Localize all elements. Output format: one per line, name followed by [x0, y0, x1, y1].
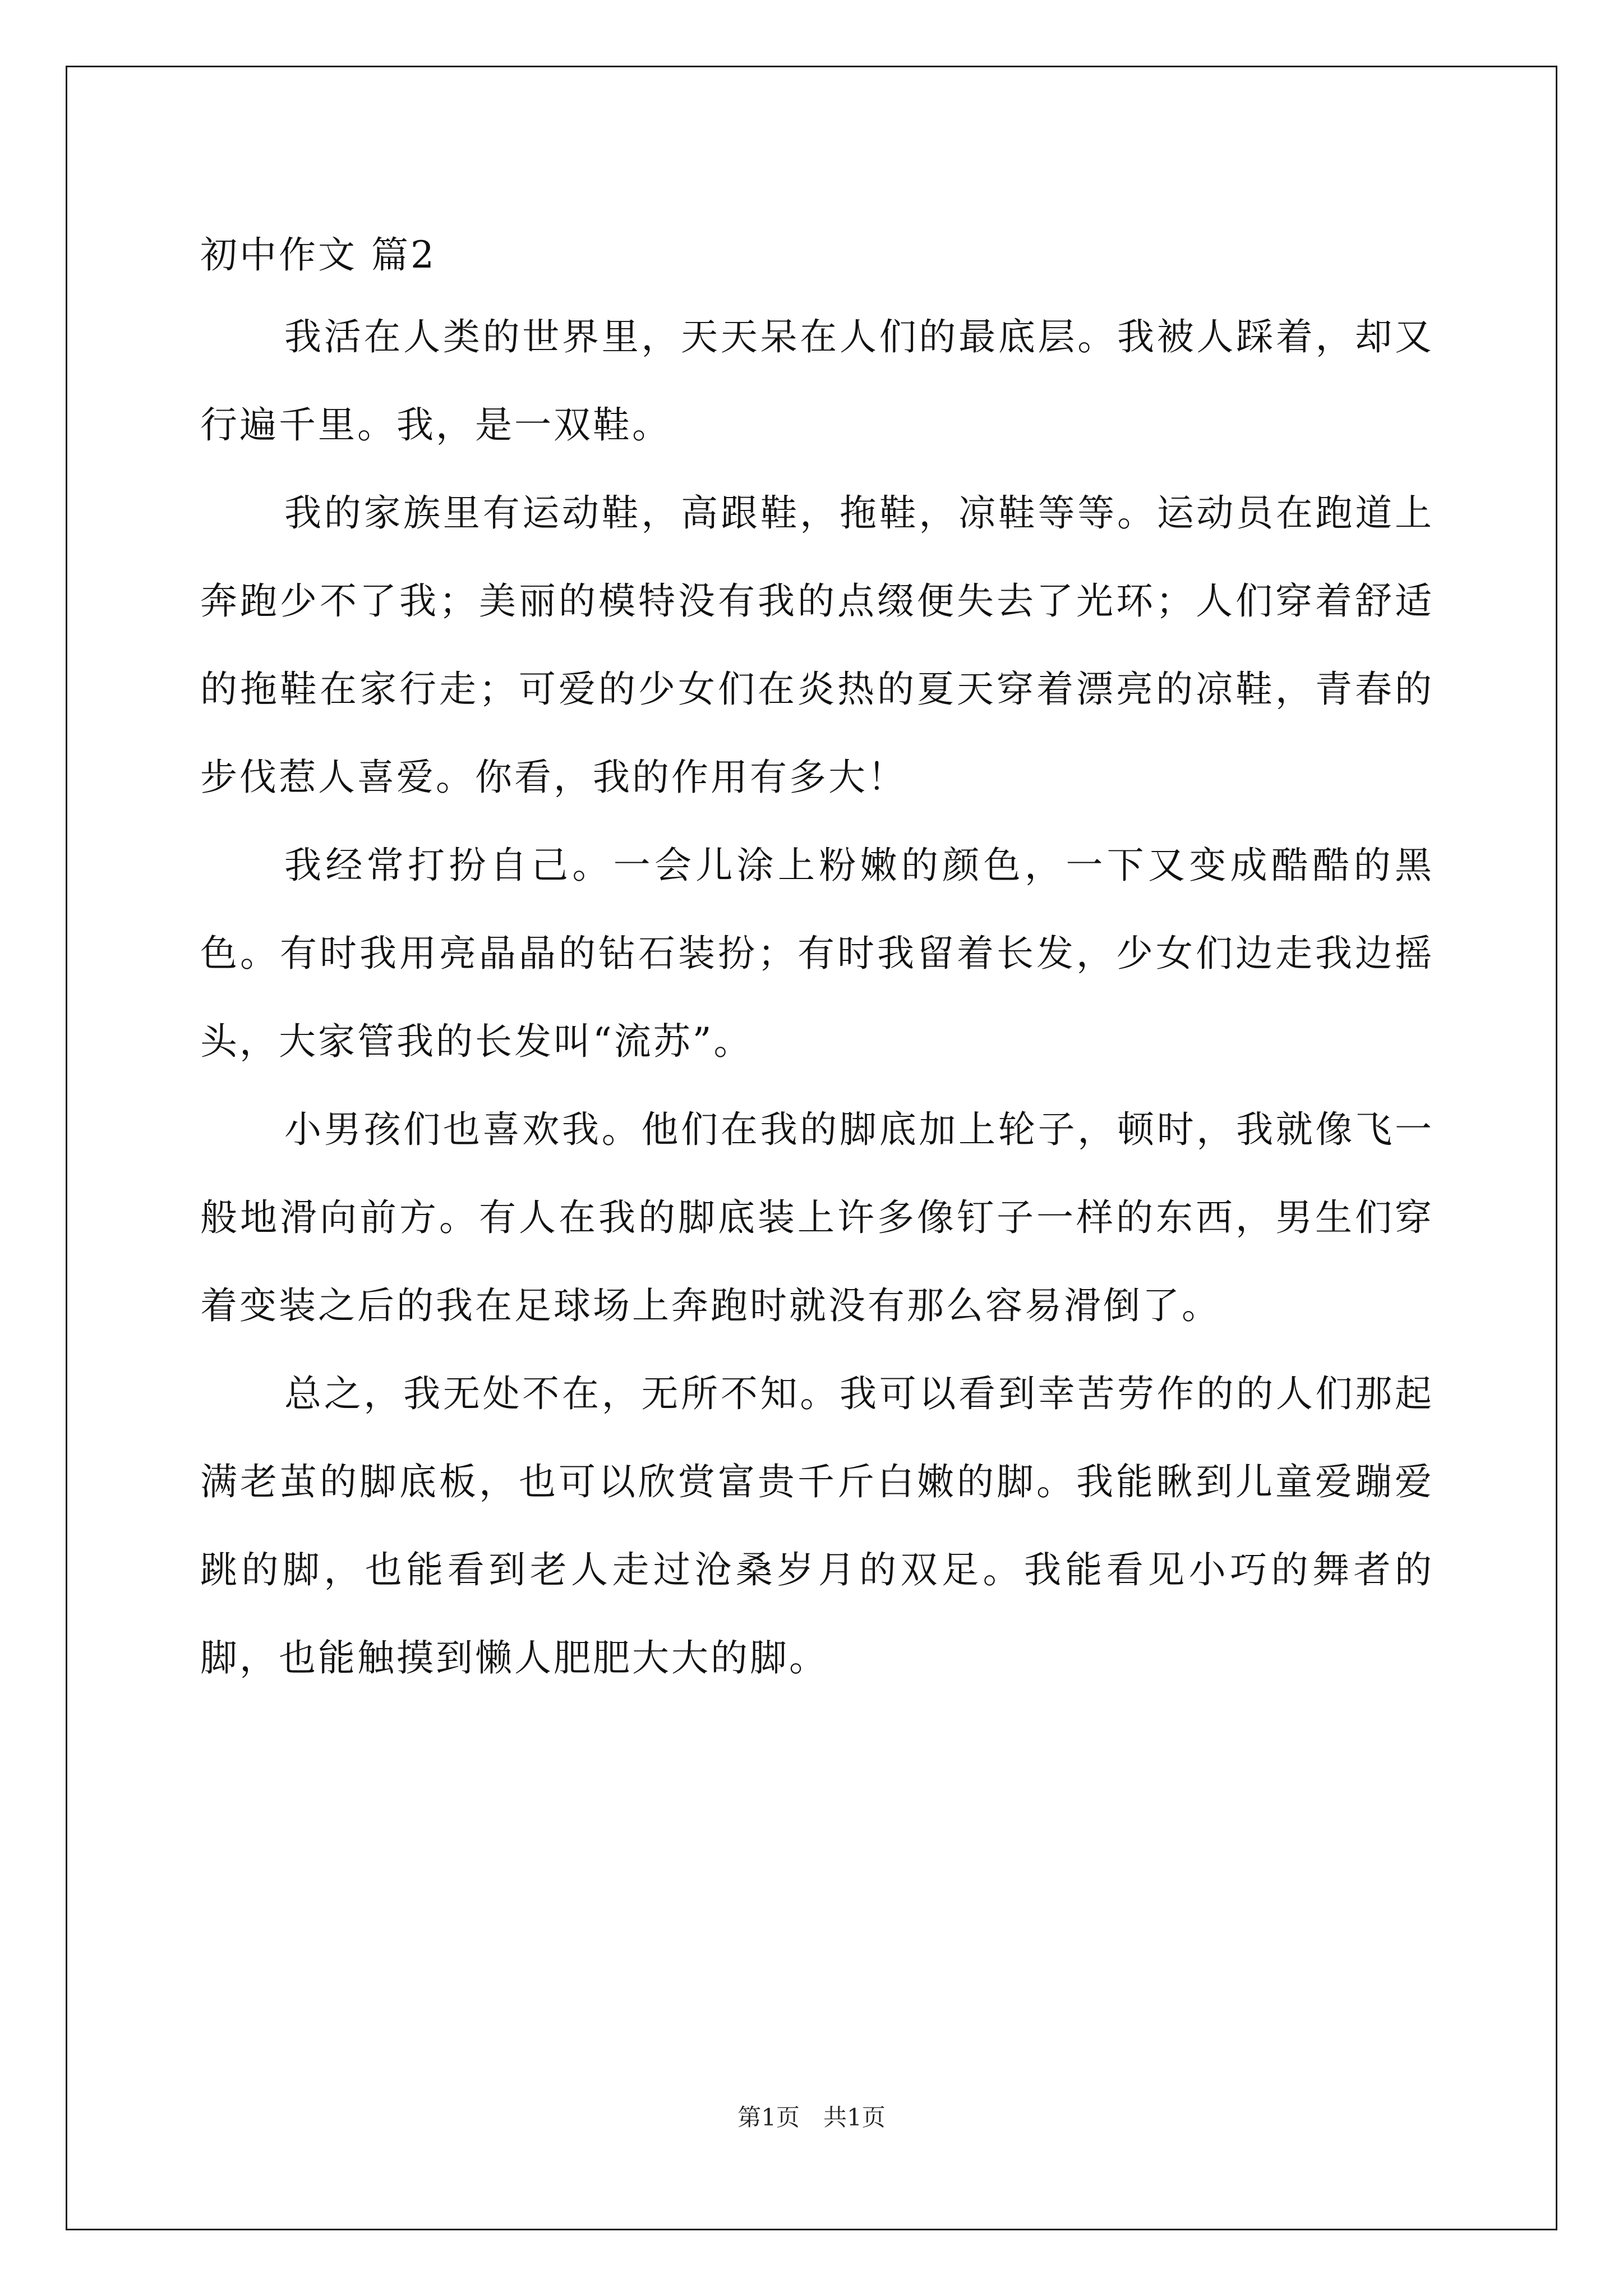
- paragraph-5: 总之，我无处不在，无所不知。我可以看到幸苦劳作的的人们那起满老茧的脚底板，也可以欣赏富贵千斤白嫩的脚。我能瞅到儿童爱蹦爱跳的脚，也能看到老人走过沧桑岁月的双足。我能看见小巧的舞者的脚，也能触摸到懒人肥肥大大的脚。: [200, 1372, 1434, 1680]
- paragraph-2: 我的家族里有运动鞋，高跟鞋，拖鞋，凉鞋等等。运动员在跑道上奔跑少不了我；美丽的模特没有我的点缀便失去了光环；人们穿着舒适的拖鞋在家行走；可爱的少女们在炎热的夏天穿着漂亮的凉鞋，青春的步伐惹人喜爱。你看，我的作用有多大！: [200, 491, 1434, 799]
- page-number: 第1页 共1页: [737, 2104, 886, 2131]
- paragraph-1: 我活在人类的世界里，天天呆在人们的最底层。我被人踩着，却又行遍千里。我，是一双鞋。: [200, 315, 1434, 447]
- paragraph-4: 小男孩们也喜欢我。他们在我的脚底加上轮子，顿时，我就像飞一般地滑向前方。有人在我的脚底装上许多像钉子一样的东西，男生们穿着变装之后的我在足球场上奔跑时就没有那么容易滑倒了。: [200, 1108, 1434, 1327]
- document-title: 初中作文 篇2: [200, 233, 436, 277]
- paragraph-3: 我经常打扮自己。一会儿涂上粉嫩的颜色，一下又变成酷酷的黑色。有时我用亮晶晶的钻石装扮；有时我留着长发，少女们边走我边摇头，大家管我的长发叫“流苏”。: [200, 844, 1434, 1063]
- document-body: [200, 219, 1434, 1702]
